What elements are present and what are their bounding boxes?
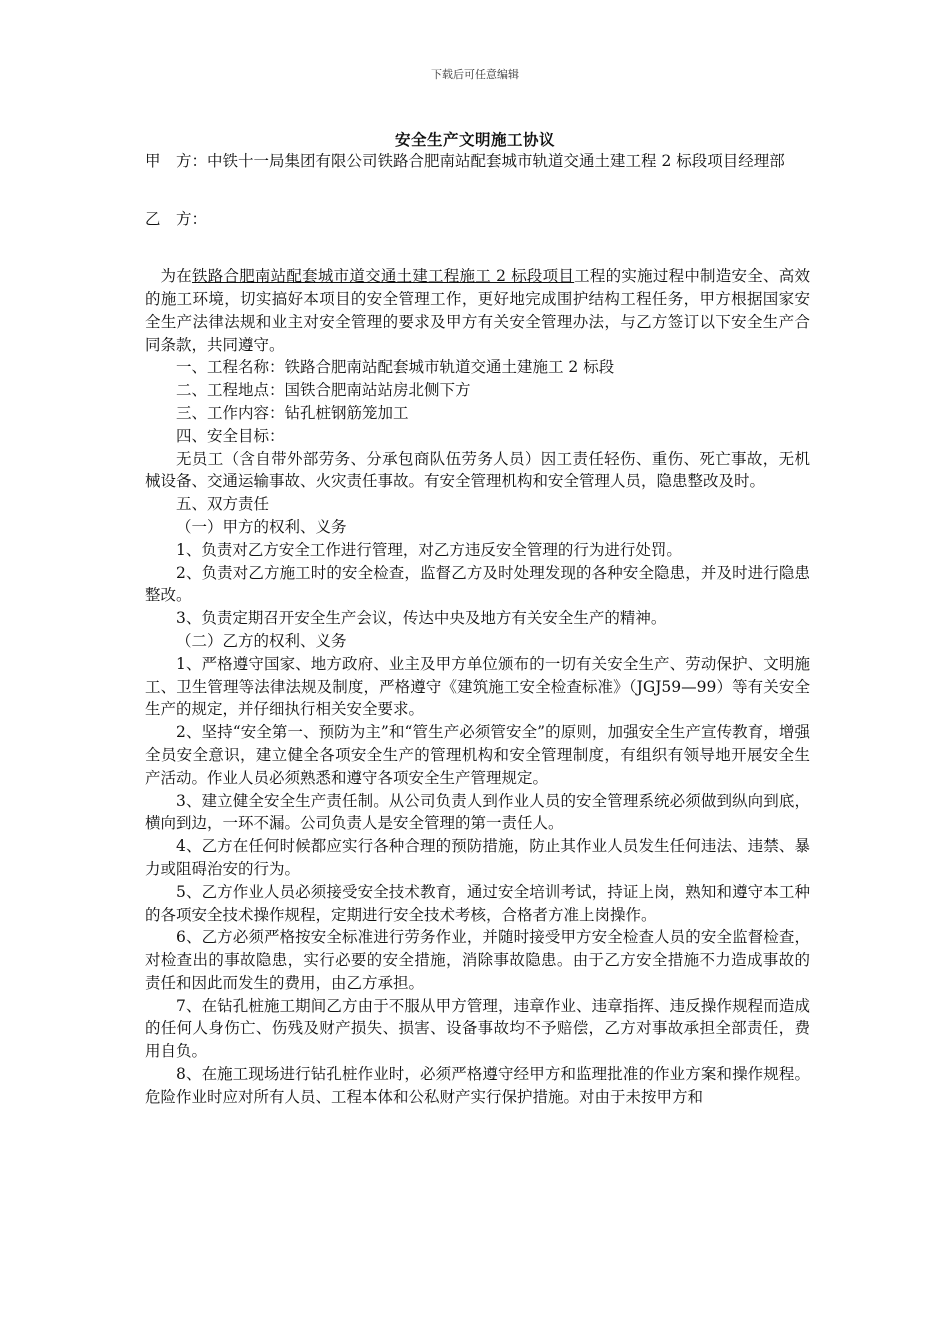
- party-b-rights-title: （二）乙方的权利、义务: [176, 631, 347, 650]
- spacer: [145, 230, 810, 253]
- project-name-underlined: 铁路合肥南站配套城市道交通土建工程施工 2 标段项目: [191, 267, 575, 286]
- party-a-right-2: 2、负责对乙方施工时的安全检查，监督乙方及时处理发现的各种安全隐患，并及时进行隐患整改。: [145, 563, 810, 605]
- header-note: 下载后可任意编辑: [431, 68, 519, 81]
- document-body: [145, 150, 810, 1109]
- party-b-right-8: 8、在施工现场进行钻孔桩作业时，必须严格遵守经甲方和监理批准的作业方案和操作规程。危险作业时应对所有人员、工程本体和公私财产实行保护措施。对由于未按甲方和: [145, 1065, 810, 1106]
- document-title: 安全生产文明施工协议: [394, 130, 555, 149]
- party-a-value: 中铁十一局集团有限公司铁路合肥南站配套城市轨道交通土建工程 2 标段项目经理部: [207, 152, 785, 170]
- item-project-location: 二、工程地点：国铁合肥南站站房北侧下方: [176, 381, 471, 400]
- spacer: [145, 173, 810, 196]
- party-b-right-1: 1、严格遵守国家、地方政府、业主及甲方单位颁布的一切有关安全生产、劳动保护、文明施工、卫生管理等法律法规及制度，严格遵守《建筑施工安全检查标准》（JGJ59—99）等有关安全生产的规定，并仔细执行相关安全要求。: [145, 654, 810, 719]
- intro-post: 工程的实施过程中制造安全、高效的施工环境，切实搞好本项目的安全管理工作，更好地完成围护结构工程任务，甲方根据国家安全生产法律法规和业主对安全管理的要求及甲方有关安全管理办法，与乙方签订以下安全生产合同条款，共同遵守。: [145, 267, 810, 354]
- party-b-line: [145, 208, 810, 231]
- spacer: [145, 253, 810, 265]
- party-b-right-5: 5、乙方作业人员必须接受安全技术教育，通过安全培训考试，持证上岗，熟知和遵守本工种的各项安全技术操作规程，定期进行安全技术考核，合格者方准上岗操作。: [145, 882, 810, 924]
- party-a-right-3: 3、负责定期召开安全生产会议，传达中央及地方有关安全生产的精神。: [176, 609, 667, 628]
- safety-goal-text: 无员工（含自带外部劳务、分承包商队伍劳务人员）因工责任轻伤、重伤、死亡事故，无机械设备、交通运输事故、火灾责任事故。有安全管理机构和安全管理人员，隐患整改及时。: [145, 449, 810, 491]
- party-a-line: [145, 150, 810, 173]
- intro-pre: 为在: [160, 267, 192, 286]
- party-a-label: 甲 方：: [145, 152, 208, 170]
- party-a-right-1: 1、负责对乙方安全工作进行管理，对乙方违反安全管理的行为进行处罚。: [176, 540, 682, 559]
- spacer: [145, 196, 810, 208]
- party-b-right-7: 7、在钻孔桩施工期间乙方由于不服从甲方管理，违章作业、违章指挥、违反操作规程而造成的任何人身伤亡、伤残及财产损失、损害、设备事故均不予赔偿，乙方对事故承担全部责任，费用自负。: [145, 996, 810, 1061]
- item-work-content: 三、工作内容：钻孔桩钢筋笼加工: [176, 403, 409, 422]
- section-responsibilities: 五、双方责任: [176, 495, 270, 514]
- item-safety-goal: 四、安全目标：: [176, 426, 285, 445]
- intro-paragraph: [145, 265, 810, 356]
- party-b-right-6: 6、乙方必须严格按安全标准进行劳务作业，并随时接受甲方安全检查人员的安全监督检查，对检查出的事故隐患，实行必要的安全措施，消除事故隐患。由于乙方安全措施不力造成事故的责任和因此而发生的费用，由乙方承担。: [145, 928, 810, 992]
- party-b-right-3: 3、建立健全安全生产责任制。从公司负责人到作业人员的安全管理系统必须做到纵向到底，横向到边，一环不漏。公司负责人是安全管理的第一责任人。: [145, 791, 810, 833]
- party-b-label: 乙 方：: [145, 209, 208, 228]
- party-b-right-2: 2、坚持“安全第一、预防为主”和“管生产必须管安全”的原则，加强安全生产宣传教育，增强全员安全意识，建立健全各项安全生产的管理机构和安全管理制度，有组织有领导地开展安全生产活动。作业人员必须熟悉和遵守各项安全生产管理规定。: [145, 723, 810, 787]
- item-project-name: 一、工程名称：铁路合肥南站配套城市轨道交通土建施工 2 标段: [176, 358, 615, 377]
- party-b-right-4: 4、乙方在任何时候都应实行各种合理的预防措施，防止其作业人员发生任何违法、违禁、暴力或阻碍治安的行为。: [145, 837, 810, 878]
- party-a-rights-title: （一）甲方的权利、义务: [176, 517, 347, 536]
